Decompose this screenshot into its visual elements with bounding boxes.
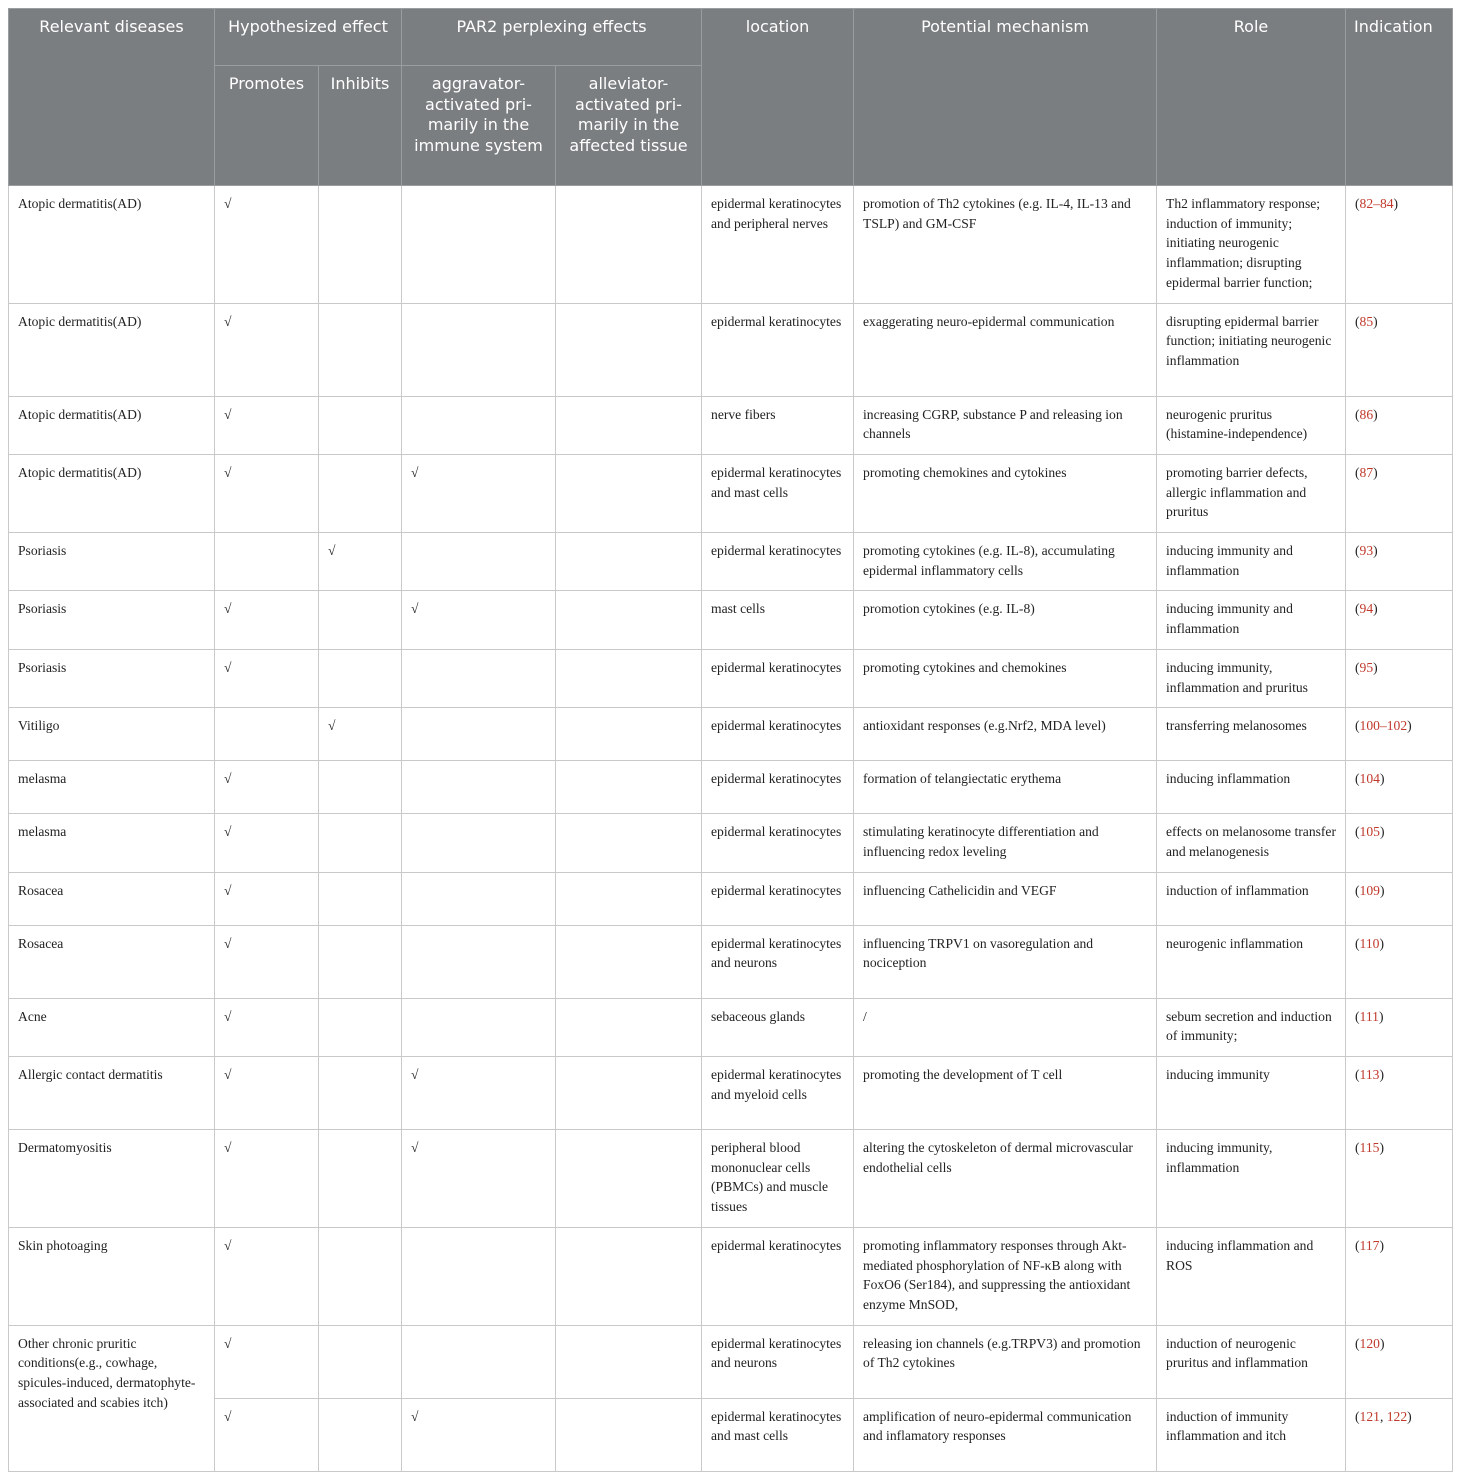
data-table [8,8,1453,1472]
cell-disease: Skin photoaging [9,1227,215,1325]
cell-promotes: √ [215,925,319,998]
cell-alleviator [556,925,702,998]
cell-role: transferring melanosomes [1157,708,1346,761]
reference-link[interactable]: 110 [1359,935,1380,951]
cell-promotes: √ [215,1130,319,1228]
cell-indication: (95) [1346,649,1453,707]
cell-aggravator [402,814,556,872]
cell-promotes: √ [215,872,319,925]
reference-link[interactable]: 121 [1359,1408,1380,1424]
cell-mechanism: antioxidant responses (e.g.Nrf2, MDA level) [854,708,1157,761]
reference-link[interactable]: 104 [1359,771,1380,787]
cell-location: epidermal keratinocytes [702,649,854,707]
cell-aggravator: √ [402,1130,556,1228]
table-row [9,814,1453,872]
table-row [9,533,1453,591]
cell-inhibits [319,761,402,814]
header-role: Role [1157,9,1346,186]
cell-indication: (109) [1346,872,1453,925]
cell-promotes: √ [215,1325,319,1398]
cell-mechanism: formation of telangiectatic erythema [854,761,1157,814]
cell-disease: Psoriasis [9,533,215,591]
cell-role: inducing inflammation [1157,761,1346,814]
header-inhibits: Inhibits [319,66,402,186]
cell-disease: Vitiligo [9,708,215,761]
cell-indication: (117) [1346,1227,1453,1325]
table-row [9,925,1453,998]
reference-link[interactable]: 86 [1359,406,1374,422]
table-row [9,998,1453,1056]
cell-mechanism: promoting cytokines and chemokines [854,649,1157,707]
cell-inhibits [319,454,402,532]
table-row [9,1398,1453,1471]
cell-mechanism: altering the cytoskeleton of dermal microvascular endothelial cells [854,1130,1157,1228]
header-potential-mechanism: Potential mechanism [854,9,1157,186]
table-row [9,649,1453,707]
cell-inhibits [319,186,402,304]
table-row [9,1130,1453,1228]
reference-link[interactable]: 105 [1359,824,1380,840]
cell-aggravator: √ [402,591,556,649]
cell-disease: Psoriasis [9,649,215,707]
cell-indication: (110) [1346,925,1453,998]
header-aggravator: aggravator-activated pri-marily in the immune system [402,66,556,186]
table-row [9,303,1453,396]
cell-indication: (113) [1346,1057,1453,1130]
cell-disease: Acne [9,998,215,1056]
cell-mechanism: promoting the development of T cell [854,1057,1157,1130]
reference-link[interactable]: 82–84 [1359,196,1394,211]
table-row [9,1057,1453,1130]
table-row [9,872,1453,925]
cell-inhibits [319,396,402,454]
table-row [9,591,1453,649]
cell-disease: Rosacea [9,872,215,925]
cell-indication: (111) [1346,998,1453,1056]
reference-link[interactable]: 93 [1359,543,1374,559]
cell-location: epidermal keratinocytes and neurons [702,925,854,998]
cell-disease: melasma [9,761,215,814]
cell-inhibits [319,1227,402,1325]
reference-link[interactable]: 113 [1359,1067,1380,1083]
cell-aggravator [402,708,556,761]
reference-link[interactable]: 85 [1359,313,1374,329]
cell-promotes: √ [215,396,319,454]
cell-disease: Atopic dermatitis(AD) [9,454,215,532]
cell-mechanism: promotion of Th2 cytokines (e.g. IL-4, IL-13 and TSLP) and GM-CSF [854,186,1157,304]
cell-alleviator [556,303,702,396]
cell-location: epidermal keratinocytes and mast cells [702,1398,854,1471]
cell-aggravator [402,998,556,1056]
cell-mechanism: exaggerating neuro-epidermal communication [854,303,1157,396]
cell-role: inducing immunity [1157,1057,1346,1130]
cell-inhibits: √ [319,708,402,761]
cell-indication: (121, 122) [1346,1398,1453,1471]
cell-indication: (93) [1346,533,1453,591]
cell-alleviator [556,998,702,1056]
cell-promotes [215,708,319,761]
cell-aggravator [402,533,556,591]
cell-promotes: √ [215,186,319,304]
cell-promotes: √ [215,814,319,872]
cell-disease: Other chronic pruritic conditions(e.g., cowhage, spicules-induced, dermatophyte-associated and scabies itch) [9,1325,215,1471]
cell-role: inducing inflammation and ROS [1157,1227,1346,1325]
cell-indication: (86) [1346,396,1453,454]
cell-aggravator [402,1325,556,1398]
cell-alleviator [556,591,702,649]
table-row [9,186,1453,304]
cell-mechanism: promoting chemokines and cytokines [854,454,1157,532]
cell-mechanism: / [854,998,1157,1056]
cell-inhibits [319,1398,402,1471]
cell-aggravator [402,1227,556,1325]
table-row [9,708,1453,761]
reference-link[interactable]: 109 [1359,882,1380,898]
cell-role: inducing immunity, inflammation [1157,1130,1346,1228]
cell-mechanism: stimulating keratinocyte differentiation and influencing redox leveling [854,814,1157,872]
cell-disease: melasma [9,814,215,872]
cell-location: epidermal keratinocytes and peripheral nerves [702,186,854,304]
cell-promotes: √ [215,303,319,396]
cell-role: inducing immunity and inflammation [1157,533,1346,591]
cell-aggravator [402,761,556,814]
cell-indication: (120) [1346,1325,1453,1398]
cell-aggravator [402,396,556,454]
cell-indication: (104) [1346,761,1453,814]
cell-promotes: √ [215,649,319,707]
table-row [9,454,1453,532]
cell-alleviator [556,872,702,925]
cell-alleviator [556,1130,702,1228]
cell-disease: Rosacea [9,925,215,998]
cell-promotes: √ [215,998,319,1056]
header-par2-effects: PAR2 perplexing effects [402,9,702,66]
cell-promotes: √ [215,591,319,649]
cell-role: Th2 inflammatory response; induction of immunity; initiating neurogenic inflammation; disrupting epidermal barrier function; [1157,186,1346,304]
cell-role: disrupting epidermal barrier function; initiating neurogenic inflammation [1157,303,1346,396]
cell-disease: Atopic dermatitis(AD) [9,303,215,396]
cell-mechanism: promoting inflammatory responses through Akt-mediated phosphorylation of NF-κB along with FoxO6 (Ser184), and suppressing the antioxidant enzyme MnSOD, [854,1227,1157,1325]
cell-alleviator [556,454,702,532]
cell-role: neurogenic inflammation [1157,925,1346,998]
cell-inhibits: √ [319,533,402,591]
cell-disease: Psoriasis [9,591,215,649]
cell-location: epidermal keratinocytes [702,761,854,814]
cell-location: sebaceous glands [702,998,854,1056]
cell-promotes: √ [215,1057,319,1130]
reference-link[interactable]: 120 [1359,1335,1380,1351]
cell-role: promoting barrier defects, allergic inflammation and pruritus [1157,454,1346,532]
cell-alleviator [556,1057,702,1130]
cell-inhibits [319,591,402,649]
cell-indication: (100–102) [1346,708,1453,761]
reference-link[interactable]: 117 [1359,1237,1380,1253]
reference-link[interactable]: 122 [1386,1408,1408,1424]
table-row [9,761,1453,814]
cell-location: epidermal keratinocytes and neurons [702,1325,854,1398]
cell-indication: (82–84) [1346,186,1453,304]
cell-promotes: √ [215,1398,319,1471]
cell-indication: (87) [1346,454,1453,532]
cell-indication: (94) [1346,591,1453,649]
header-location: location [702,9,854,186]
reference-link[interactable]: 87 [1359,464,1374,480]
cell-location: epidermal keratinocytes and myeloid cells [702,1057,854,1130]
header-indication: Indication [1346,9,1453,186]
cell-alleviator [556,186,702,304]
cell-inhibits [319,1057,402,1130]
reference-link[interactable]: 94 [1359,601,1374,617]
cell-location: nerve fibers [702,396,854,454]
cell-aggravator [402,186,556,304]
cell-promotes: √ [215,1227,319,1325]
cell-mechanism: promoting cytokines (e.g. IL-8), accumulating epidermal inflammatory cells [854,533,1157,591]
cell-mechanism: influencing Cathelicidin and VEGF [854,872,1157,925]
reference-link[interactable]: 111 [1359,1008,1379,1024]
cell-mechanism: influencing TRPV1 on vasoregulation and nociception [854,925,1157,998]
cell-mechanism: amplification of neuro-epidermal communication and inflamatory responses [854,1398,1157,1471]
cell-mechanism: increasing CGRP, substance P and releasing ion channels [854,396,1157,454]
cell-aggravator [402,303,556,396]
cell-role: inducing immunity, inflammation and pruritus [1157,649,1346,707]
cell-inhibits [319,1325,402,1398]
cell-role: inducing immunity and inflammation [1157,591,1346,649]
table-header [9,9,1453,186]
cell-aggravator: √ [402,1057,556,1130]
cell-mechanism: promotion cytokines (e.g. IL-8) [854,591,1157,649]
cell-location: epidermal keratinocytes [702,814,854,872]
cell-location: epidermal keratinocytes [702,708,854,761]
cell-mechanism: releasing ion channels (e.g.TRPV3) and promotion of Th2 cytokines [854,1325,1157,1398]
cell-location: peripheral blood mononuclear cells (PBMCs) and muscle tissues [702,1130,854,1228]
cell-alleviator [556,649,702,707]
cell-location: epidermal keratinocytes [702,1227,854,1325]
cell-inhibits [319,303,402,396]
cell-indication: (115) [1346,1130,1453,1228]
cell-disease: Allergic contact dermatitis [9,1057,215,1130]
cell-role: induction of immunity inflammation and itch [1157,1398,1346,1471]
cell-role: effects on melanosome transfer and melanogenesis [1157,814,1346,872]
cell-location: epidermal keratinocytes [702,533,854,591]
cell-location: epidermal keratinocytes [702,303,854,396]
cell-location: epidermal keratinocytes and mast cells [702,454,854,532]
cell-aggravator [402,649,556,707]
reference-link[interactable]: 115 [1359,1140,1380,1156]
reference-link[interactable]: 100–102 [1359,718,1408,734]
table-body [9,186,1453,1472]
cell-aggravator [402,925,556,998]
cell-alleviator [556,1227,702,1325]
cell-aggravator: √ [402,454,556,532]
cell-inhibits [319,998,402,1056]
cell-inhibits [319,649,402,707]
cell-alleviator [556,1325,702,1398]
table-row [9,1325,1453,1398]
cell-promotes: √ [215,454,319,532]
cell-location: epidermal keratinocytes [702,872,854,925]
header-promotes: Promotes [215,66,319,186]
cell-indication: (105) [1346,814,1453,872]
cell-inhibits [319,1130,402,1228]
header-alleviator: alleviator-activated pri-marily in the affected tissue [556,66,702,186]
cell-inhibits [319,872,402,925]
cell-role: induction of neurogenic pruritus and inflammation [1157,1325,1346,1398]
cell-aggravator: √ [402,1398,556,1471]
cell-role: sebum secretion and induction of immunity; [1157,998,1346,1056]
cell-alleviator [556,708,702,761]
header-relevant-diseases: Relevant diseases [9,9,215,186]
cell-disease: Atopic dermatitis(AD) [9,396,215,454]
cell-disease: Dermatomyositis [9,1130,215,1228]
cell-disease: Atopic dermatitis(AD) [9,186,215,304]
cell-alleviator [556,814,702,872]
cell-inhibits [319,925,402,998]
cell-alleviator [556,533,702,591]
cell-role: neurogenic pruritus (histamine-independence) [1157,396,1346,454]
reference-link[interactable]: 95 [1359,659,1374,675]
table-row [9,1227,1453,1325]
table-row [9,396,1453,454]
cell-alleviator [556,396,702,454]
cell-aggravator [402,872,556,925]
cell-indication: (85) [1346,303,1453,396]
cell-inhibits [319,814,402,872]
cell-location: mast cells [702,591,854,649]
cell-alleviator [556,1398,702,1471]
cell-promotes [215,533,319,591]
header-hypothesized-effect: Hypothesized effect [215,9,402,66]
cell-promotes: √ [215,761,319,814]
cell-alleviator [556,761,702,814]
cell-role: induction of inflammation [1157,872,1346,925]
